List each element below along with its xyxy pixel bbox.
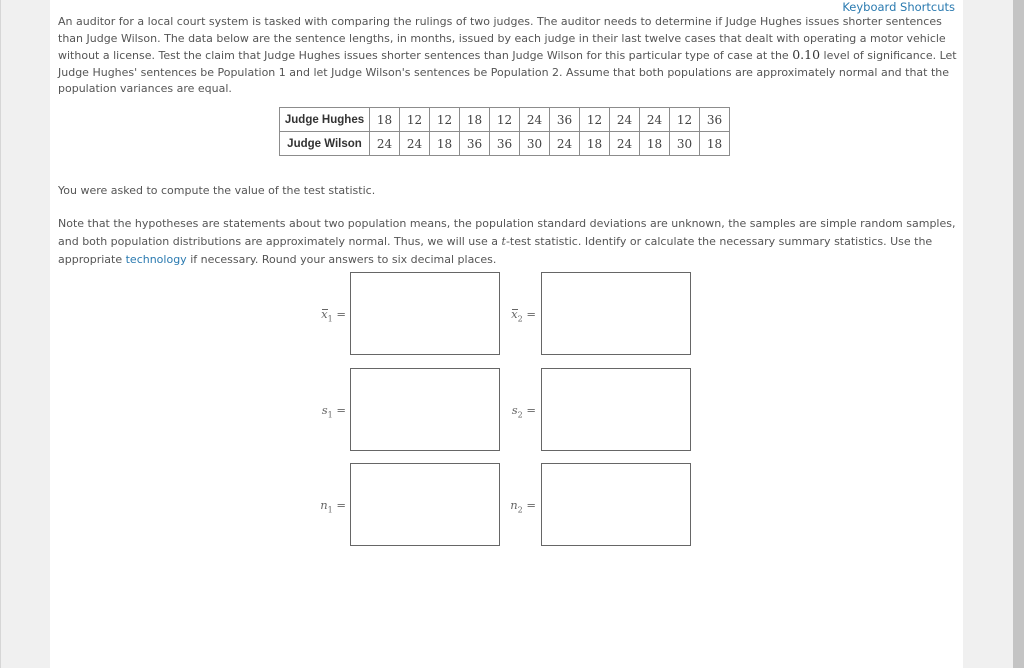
n-1-input[interactable] — [350, 463, 500, 546]
s1-equals: = — [336, 403, 346, 417]
s2-equals: = — [526, 403, 536, 417]
table-cell: 24 — [550, 132, 580, 156]
table-cell: 36 — [550, 108, 580, 132]
x1-subscript: 1 — [327, 314, 333, 324]
n2-equals: = — [526, 498, 536, 512]
label-n-2 — [490, 498, 536, 514]
table-cell: 18 — [370, 108, 400, 132]
content-panel — [50, 0, 963, 668]
table-cell: 18 — [640, 132, 670, 156]
table-cell: 12 — [490, 108, 520, 132]
s-2-input[interactable] — [541, 368, 691, 451]
note-part3: if necessary. Round your answers to six decimal places. — [186, 253, 497, 266]
x2-symbol: x — [511, 307, 518, 321]
n-2-input[interactable] — [541, 463, 691, 546]
table-cell: 12 — [670, 108, 700, 132]
sentence-data-table — [279, 107, 730, 156]
n1-equals: = — [336, 498, 346, 512]
table-row — [280, 108, 730, 132]
n1-subscript: 1 — [327, 505, 333, 515]
table-cell: 18 — [700, 132, 730, 156]
label-x-bar-1 — [300, 307, 346, 323]
table-cell: 18 — [460, 108, 490, 132]
note-part1: Note that the hypotheses are statements about two population means, the population standard deviations are unknown, the samples are simple random samples, and both population distributions are approximately normal. Thus, we will use a — [58, 217, 956, 248]
problem-statement — [58, 14, 958, 98]
x-bar-2-input[interactable] — [541, 272, 691, 355]
keyboard-shortcuts-link[interactable]: Keyboard Shortcuts — [842, 0, 955, 14]
table-cell: 12 — [430, 108, 460, 132]
t-symbol: t — [501, 235, 506, 248]
table-cell: 30 — [520, 132, 550, 156]
note-text — [58, 215, 958, 269]
x2-subscript: 2 — [517, 314, 523, 324]
label-s-2 — [490, 403, 536, 419]
note-part2: -test statistic. Identify or calculate the necessary summary statistics. Use the appropriate — [58, 235, 933, 266]
s2-subscript: 2 — [517, 410, 523, 420]
problem-text-part1: An auditor for a local court system is tasked with comparing the rulings of two judges. The auditor needs to determine if Judge Hughes issues shorter sentences than Judge Wilson. The data below are the sentence lengths, in months, issued by each judge in their last twelve cases that dealt with operating a motor vehicle without a license. Test the claim that Judge Hughes issues shorter sentences than Judge Wilson for this particular type of case at the — [58, 15, 946, 62]
table-cell: 24 — [640, 108, 670, 132]
left-gutter — [0, 0, 51, 668]
table-cell: 24 — [610, 132, 640, 156]
s1-subscript: 1 — [327, 410, 333, 420]
table-cell: 18 — [580, 132, 610, 156]
table-cell: 24 — [400, 132, 430, 156]
technology-link[interactable]: technology — [125, 253, 187, 266]
label-n-1 — [300, 498, 346, 514]
problem-text-part2: level of significance. Let Judge Hughes' sentences be Population 1 and let Judge Wilson's sentences be Population 2. Assume that both populations are approximately normal and that the population variances are equal. — [58, 49, 957, 95]
scrollbar[interactable] — [1013, 0, 1024, 668]
row-label: Judge Wilson — [280, 132, 370, 156]
x1-equals: = — [336, 307, 346, 321]
row-label: Judge Hughes — [280, 108, 370, 132]
table-cell: 24 — [370, 132, 400, 156]
table-cell: 36 — [700, 108, 730, 132]
s1-symbol: s — [321, 403, 328, 417]
n2-subscript: 2 — [517, 505, 523, 515]
table-cell: 36 — [460, 132, 490, 156]
n1-symbol: n — [320, 498, 328, 512]
table-cell: 18 — [430, 132, 460, 156]
x-bar-1-input[interactable] — [350, 272, 500, 355]
table-cell: 24 — [520, 108, 550, 132]
x1-symbol: x — [321, 307, 328, 321]
table-cell: 36 — [490, 132, 520, 156]
table-cell: 30 — [670, 132, 700, 156]
x2-equals: = — [526, 307, 536, 321]
s-1-input[interactable] — [350, 368, 500, 451]
table-cell: 24 — [610, 108, 640, 132]
n2-symbol: n — [510, 498, 518, 512]
label-s-1 — [300, 403, 346, 419]
label-x-bar-2 — [490, 307, 536, 323]
table-cell: 12 — [580, 108, 610, 132]
s2-symbol: s — [511, 403, 518, 417]
significance-level: 0.10 — [792, 47, 821, 62]
prompt-text: You were asked to compute the value of the test statistic. — [58, 184, 376, 197]
table-cell: 12 — [400, 108, 430, 132]
table-row — [280, 132, 730, 156]
